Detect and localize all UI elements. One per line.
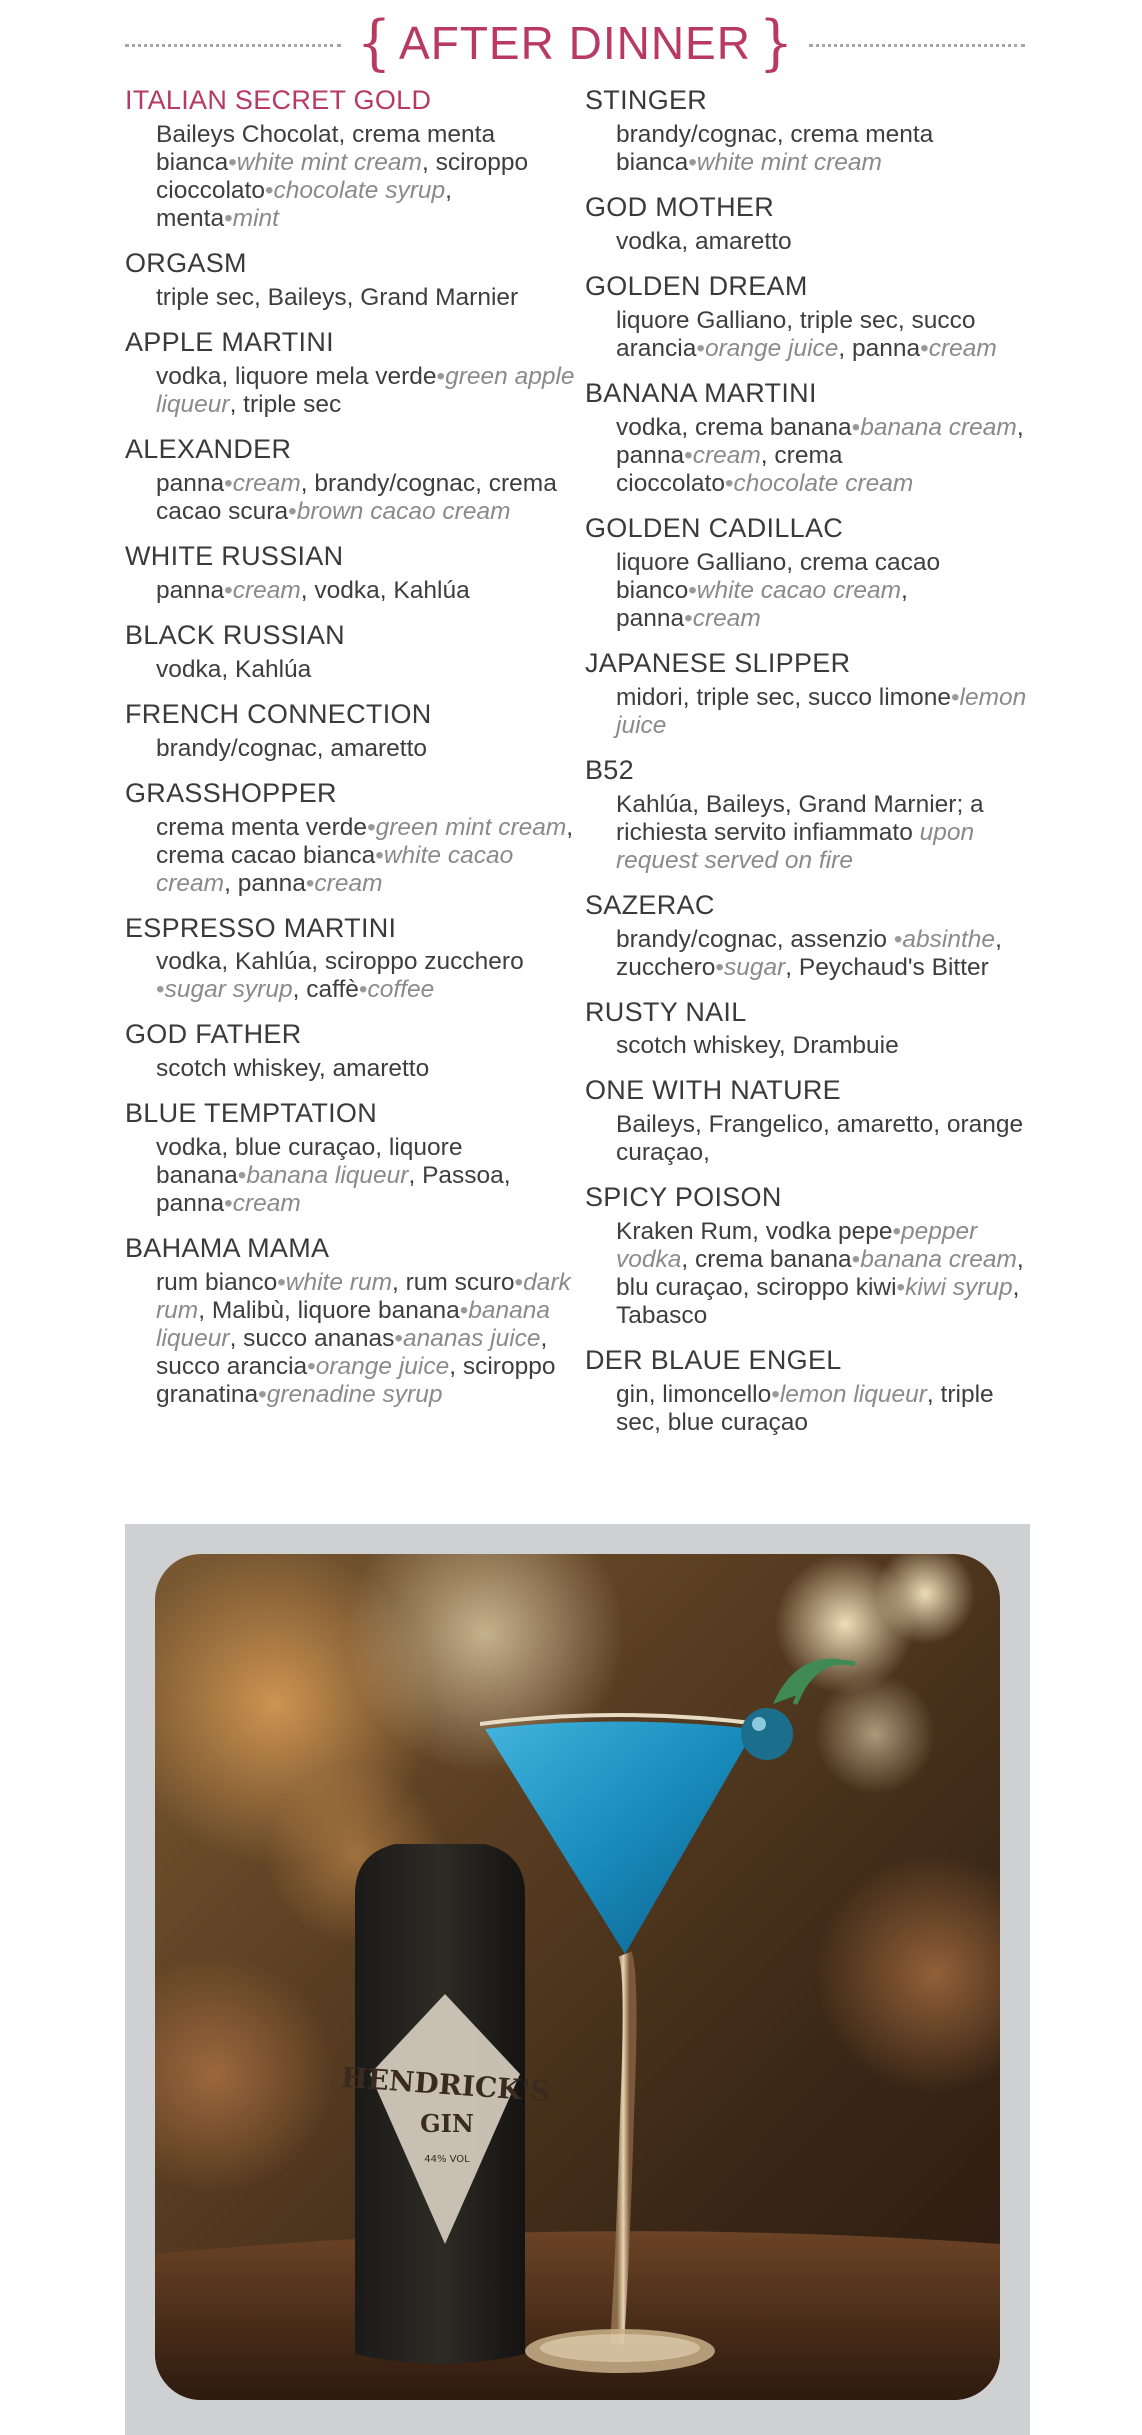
ingredient-translation: cream [232,576,301,604]
ingredient-translation: green mint cream [375,813,567,841]
translation-separator: • [305,869,315,897]
ingredient-translation: pepper vodka [616,1218,978,1274]
ingredient-translation: lemon liqueur [779,1381,927,1409]
ingredient-translation: sugar [724,953,786,981]
menu-item-name: BANANA MARTINI [585,377,817,408]
translation-separator: • [277,1269,286,1297]
menu-item-name: RUSTY NAIL [585,996,747,1027]
translation-separator: • [367,813,376,841]
menu-item-white-russian [125,540,580,605]
bottle-label-brand: HENDRICK'S [340,2060,552,2109]
menu-item-god-mother [585,191,1030,256]
menu-item-description [585,121,1030,177]
ingredient-text: panna [156,576,225,604]
menu-item-blue-temptation [125,1097,580,1218]
ingredient-translation: grenadine syrup [266,1381,443,1409]
translation-separator: • [436,362,446,390]
ingredient-text: vodka, Kahlúa [156,655,312,683]
menu-item-spicy-poison [585,1181,1030,1330]
ingredient-translation: white cacao cream [696,576,902,604]
ingredient-translation: banana liqueur [156,1297,551,1353]
ingredient-translation: upon request served on fire [616,818,975,874]
menu-item-description [585,1218,1030,1330]
menu-item-name: GOLDEN CADILLAC [585,512,844,543]
menu-item-name: ORGASM [125,247,247,278]
translation-separator: • [394,1325,403,1353]
brace-close: } [758,8,794,78]
header-title-wrap [341,8,809,78]
ingredient-translation: lemon juice [616,683,1027,739]
translation-separator: • [715,953,724,981]
ingredient-translation: orange juice [315,1353,450,1381]
ingredient-text: , Tabasco [616,1274,1020,1330]
header-dotted-rule-left [125,44,341,47]
menu-item-description [125,948,580,1004]
menu-item-name: DER BLAUE ENGEL [585,1345,842,1376]
menu-item-description [585,1111,1030,1167]
menu-item-description [125,470,580,526]
translation-separator: • [264,176,274,204]
menu-item-name: GRASSHOPPER [125,777,337,808]
ingredient-text: , crema cioccolato [616,441,843,497]
ingredient-text: brandy/cognac, assenzio [616,925,894,953]
menu-item-name: SPICY POISON [585,1182,782,1213]
ingredient-text: vodka, liquore mela verde [156,362,437,390]
menu-item-description [125,363,580,419]
menu-item-golden-dream [585,270,1030,363]
ingredient-text: Kahlúa, Baileys, Grand Marnier; a richiesta servito infiammato [616,790,984,846]
menu-item-description [125,814,580,898]
translation-separator: • [224,204,233,232]
translation-separator: • [771,1381,780,1409]
menu-item-name: BLACK RUSSIAN [125,619,345,650]
ingredient-text: vodka, amaretto [616,227,792,255]
ingredient-translation: ananas juice [402,1325,541,1353]
menu-item-description [585,414,1030,498]
ingredient-text: , crema cacao bianca [156,813,574,869]
menu-item-name: STINGER [585,85,708,115]
menu-item-description [585,228,1030,256]
ingredient-translation: brown cacao cream [296,497,511,525]
ingredient-translation: white rum [285,1269,392,1297]
translation-separator: • [237,1162,247,1190]
translation-separator: • [288,497,297,525]
ingredient-text: vodka, crema banana [616,413,852,441]
menu-item-name: ONE WITH NATURE [585,1075,841,1106]
menu-item-apple-martini [125,326,580,419]
ingredient-translation: sugar syrup [164,976,293,1004]
ingredient-translation: banana cream [860,413,1017,441]
menu-columns [125,84,1030,1451]
menu-item-golden-cadillac [585,512,1030,633]
translation-separator: • [684,604,693,632]
ingredient-text: gin, limoncello [616,1381,772,1409]
translation-separator: • [724,469,734,497]
ingredient-text: panna [156,469,225,497]
menu-item-description [585,926,1030,982]
photo-frame [125,1524,1030,2435]
bottle-label-type: GIN [420,2109,474,2138]
ingredient-translation: cream [692,441,761,469]
ingredient-text: , Passoa, panna [156,1162,511,1218]
translation-separator: • [851,1246,861,1274]
menu-item-rusty-nail [585,996,1030,1061]
menu-item-b52 [585,754,1030,875]
ingredient-text: , crema banana [681,1246,852,1274]
ingredient-translation: chocolate syrup [273,176,446,204]
ingredient-text: , vodka, Kahlúa [300,576,470,604]
translation-separator: • [950,683,960,711]
ingredient-text: Baileys, Frangelico, amaretto, orange curaçao, [616,1111,1024,1167]
menu-item-description [125,1134,580,1218]
bottle-label-small: 44% VOL [424,2154,470,2165]
menu-item-name: ALEXANDER [125,433,292,464]
ingredient-text: crema menta verde [156,813,368,841]
ingredient-text: , succo ananas [229,1325,395,1353]
ingredient-text: , Peychaud's Bitter [785,953,989,981]
menu-item-name: APPLE MARTINI [125,326,334,357]
translation-separator: • [893,925,903,953]
menu-item-god-father [125,1018,580,1083]
menu-item-orgasm [125,247,580,312]
menu-item-name: SAZERAC [585,889,715,920]
menu-item-sazerac [585,889,1030,982]
menu-item-description [125,284,580,312]
ingredient-text: vodka, Kahlúa, sciroppo zucchero [156,948,524,976]
translation-separator: • [688,576,697,604]
ingredient-text: , menta [156,176,452,232]
ingredient-translation: cream [928,334,997,362]
ingredient-text: , succo arancia [156,1325,548,1381]
translation-separator: • [224,576,233,604]
ingredient-translation: cream [232,1190,301,1218]
menu-item-one-with-nature [585,1074,1030,1167]
ingredient-text: scotch whiskey, Drambuie [616,1032,899,1060]
ingredient-text: Baileys Chocolat, crema menta bianca [156,120,496,176]
ingredient-text: , rum scuro [391,1269,515,1297]
menu-item-alexander [125,433,580,526]
translation-separator: • [459,1297,469,1325]
menu-item-stinger [585,84,1030,177]
translation-separator: • [307,1353,316,1381]
ingredient-translation: white cacao cream [156,841,514,897]
ingredient-text: brandy/cognac, amaretto [156,734,428,762]
ingredient-text: Kraken Rum, vodka pepe [616,1218,893,1246]
menu-item-name: GOD MOTHER [585,191,774,222]
menu-header [125,8,1025,78]
ingredient-translation: mint [232,204,279,232]
menu-item-description [585,1032,1030,1060]
ingredient-text: , triple sec [229,390,342,418]
ingredient-translation: white mint cream [236,148,422,176]
translation-separator: • [851,413,861,441]
translation-separator: • [896,1274,906,1302]
menu-item-name: GOD FATHER [125,1019,302,1050]
ingredient-translation: dark rum [156,1269,571,1325]
menu-item-description [585,549,1030,633]
menu-item-grasshopper [125,777,580,898]
ingredient-translation: orange juice [704,334,839,362]
menu-item-description [125,735,580,763]
ingredient-translation: banana liqueur [246,1162,409,1190]
menu-item-banana-martini [585,377,1030,498]
translation-separator: • [892,1218,902,1246]
menu-item-der-blaue-engel [585,1344,1030,1437]
menu-item-name: GOLDEN DREAM [585,270,808,301]
translation-separator: • [228,148,237,176]
cocktail-photo-svg [155,1554,1000,2400]
menu-item-description [585,1381,1030,1437]
ingredient-text: , Malibù, liquore banana [198,1297,460,1325]
menu-column-right [585,84,1030,1451]
ingredient-text: rum bianco [156,1269,278,1297]
ingredient-text: , zucchero [616,925,1002,981]
menu-item-description [585,791,1030,875]
menu-item-black-russian [125,619,580,684]
ingredient-text: , triple sec, blue curaçao [616,1381,994,1437]
translation-separator: • [920,334,929,362]
translation-separator: • [696,334,705,362]
menu-item-description [125,656,580,684]
ingredient-translation: chocolate cream [733,469,914,497]
translation-separator: • [156,976,165,1004]
ingredient-text: scotch whiskey, amaretto [156,1055,430,1083]
ingredient-text: midori, triple sec, succo limone [616,683,951,711]
menu-item-description [585,684,1030,740]
ingredient-text: , panna [616,413,1024,469]
menu-item-italian-secret-gold [125,84,580,233]
translation-separator: • [514,1269,524,1297]
page-title: AFTER DINNER [399,17,751,69]
brace-open: { [356,8,392,78]
menu-item-description [125,577,580,605]
menu-item-description [125,121,580,233]
menu-item-name: B52 [585,754,634,785]
cocktail-photo [155,1554,1000,2400]
ingredient-translation: kiwi syrup [905,1274,1013,1302]
ingredient-text: , panna [224,869,306,897]
translation-separator: • [258,1381,267,1409]
ingredient-translation: cream [314,869,383,897]
translation-separator: • [358,976,368,1004]
menu-item-name: BAHAMA MAMA [125,1233,330,1264]
ingredient-translation: banana cream [860,1246,1017,1274]
menu-item-name: ITALIAN SECRET GOLD [125,85,432,115]
ingredient-text: vodka, blue curaçao, liquore banana [156,1134,463,1190]
ingredient-text: , caffè [292,976,359,1004]
translation-separator: • [224,1190,233,1218]
translation-separator: • [224,469,233,497]
menu-item-french-connection [125,698,580,763]
ingredient-translation: green apple liqueur [156,362,575,418]
header-dotted-rule-right [809,44,1025,47]
ingredient-translation: cream [692,604,761,632]
menu-item-japanese-slipper [585,647,1030,740]
ingredient-translation: coffee [367,976,435,1004]
translation-separator: • [684,441,693,469]
menu-item-name: BLUE TEMPTATION [125,1098,378,1129]
menu-item-description [125,1055,580,1083]
ingredient-text: , panna [838,334,921,362]
menu-item-description [585,307,1030,363]
ingredient-text: triple sec, Baileys, Grand Marnier [156,283,519,311]
menu-item-name: WHITE RUSSIAN [125,540,344,571]
ingredient-text: , brandy/cognac, crema cacao scura [156,469,557,525]
menu-item-name: ESPRESSO MARTINI [125,912,397,943]
ingredient-text: liquore Galliano, crema cacao bianco [616,548,941,604]
ingredient-text: , sciroppo granatina [156,1353,556,1409]
menu-item-description [125,1269,580,1409]
menu-item-espresso-martini [125,912,580,1005]
ingredient-translation: absinthe [902,925,996,953]
ingredient-translation: cream [232,469,301,497]
ingredient-text: brandy/cognac, crema menta bianca [616,120,934,176]
menu-item-name: FRENCH CONNECTION [125,698,432,729]
translation-separator: • [375,841,384,869]
menu-item-bahama-mama [125,1232,580,1409]
menu-item-name: JAPANESE SLIPPER [585,647,851,678]
ingredient-text: , panna [616,576,908,632]
ingredient-text: , blu curaçao, sciroppo kiwi [616,1246,1024,1302]
ingredient-text: , sciroppo cioccolato [156,148,529,204]
ingredient-translation: white mint cream [696,148,882,176]
menu-column-left [125,84,580,1451]
gin-bottle [340,1844,551,2364]
translation-separator: • [688,148,697,176]
ingredient-text: liquore Galliano, triple sec, succo arancia [616,306,976,362]
